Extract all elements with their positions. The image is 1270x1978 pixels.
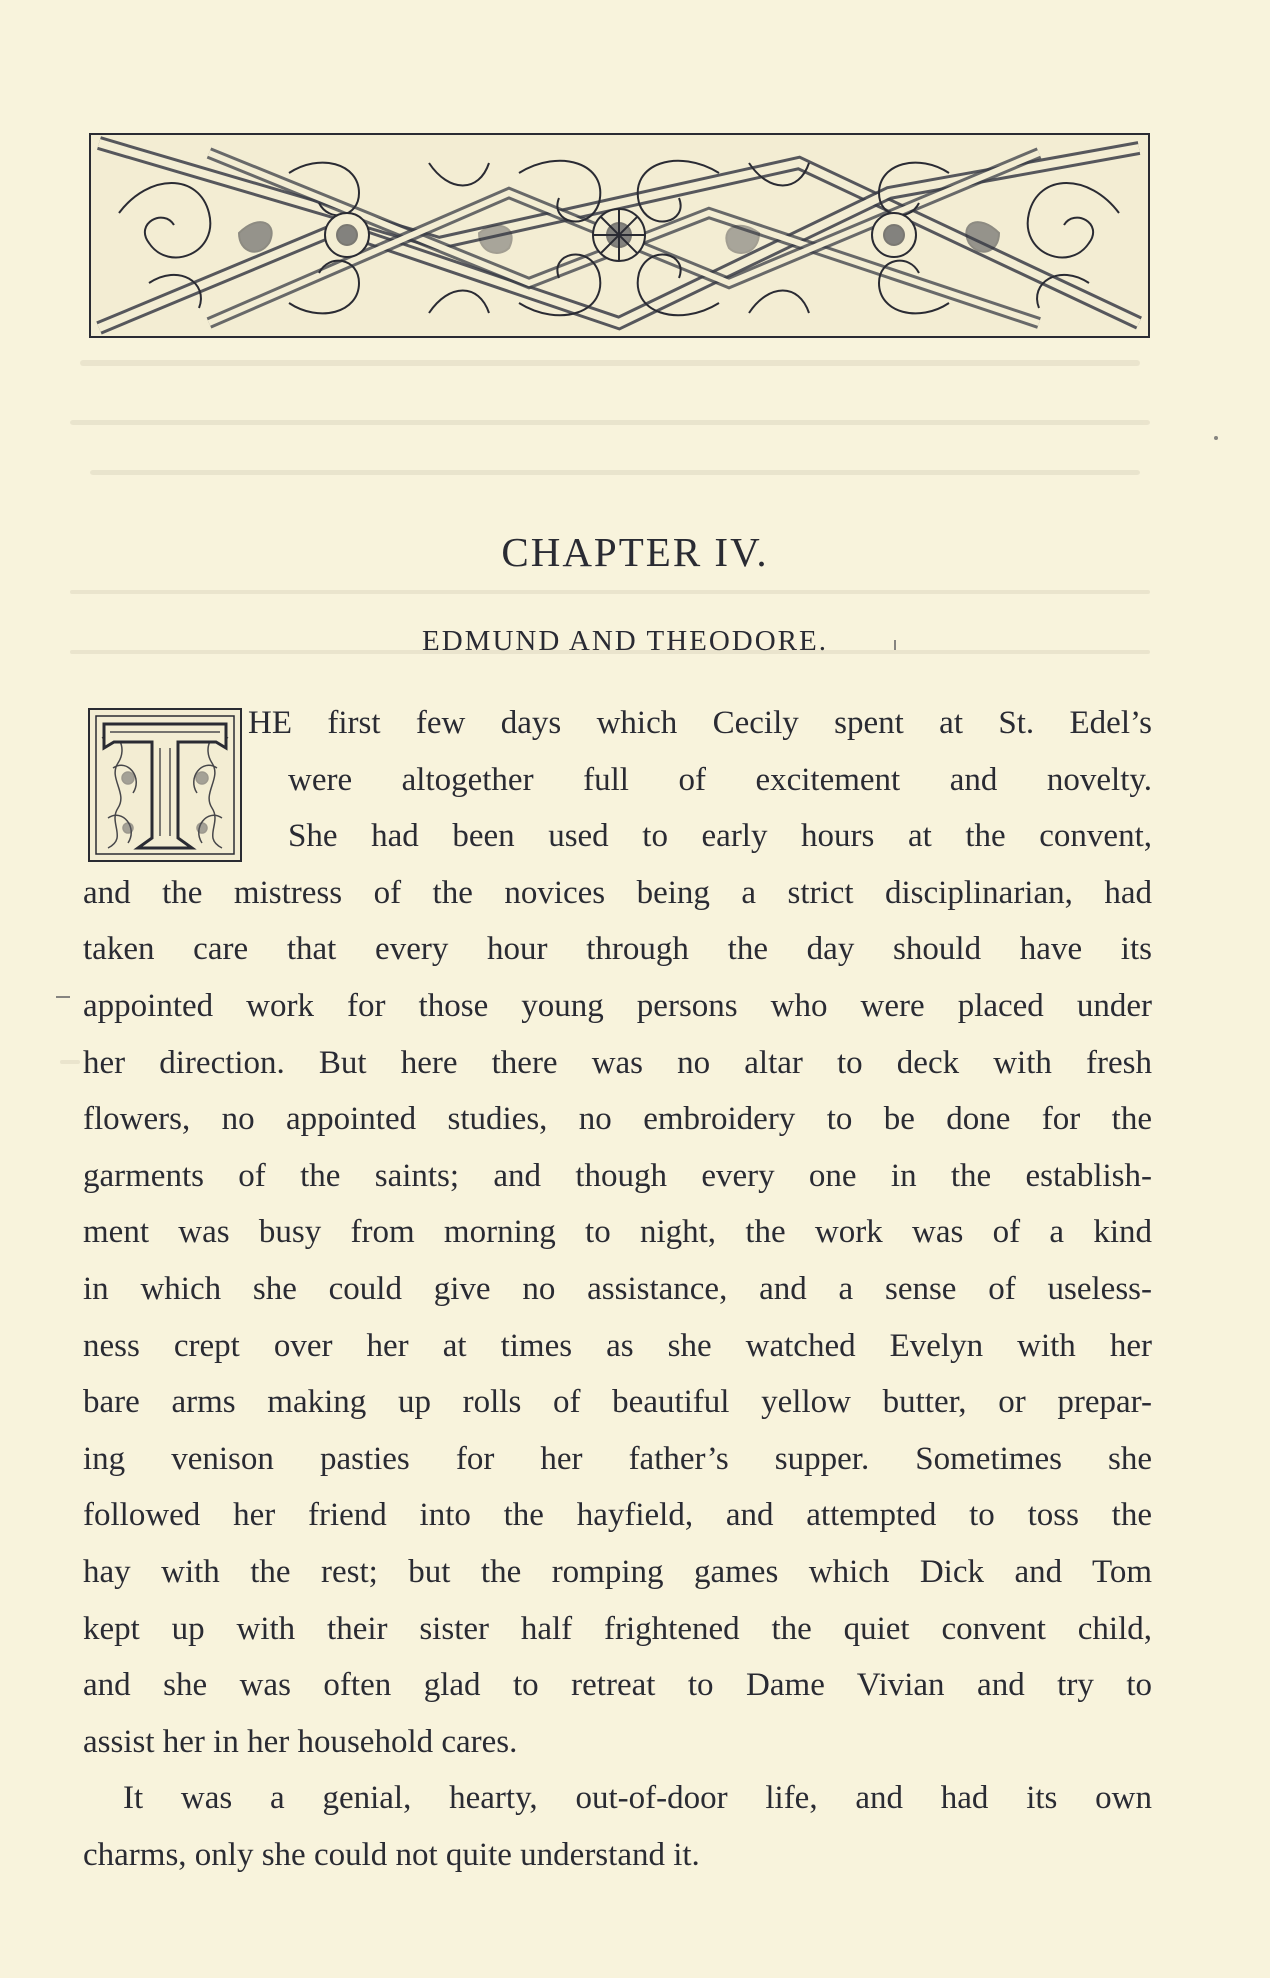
text-line: taken care that every hour through the day should have its	[83, 931, 1152, 968]
text-line: garments of the saints; and though every one in the establish-	[83, 1157, 1152, 1194]
text-line: and the mistress of the novices being a strict disciplinarian, had	[83, 874, 1152, 911]
text-line: kept up with their sister half frightened the quiet convent child,	[83, 1610, 1152, 1647]
paragraph-2	[83, 1770, 1152, 1883]
chapter-subtitle: EDMUND AND THEODORE.	[422, 625, 828, 657]
chapter-title: CHAPTER IV.	[501, 529, 769, 575]
text-line: and she was often glad to retreat to Dame Vivian and try to	[83, 1667, 1152, 1704]
text-line: her direction. But here there was no altar to deck with fresh	[83, 1044, 1152, 1081]
text-line: ment was busy from morning to night, the work was of a kind	[83, 1214, 1152, 1251]
text-line: ing venison pasties for her father’s supper. Sometimes she	[83, 1440, 1152, 1477]
text-line: assist her in her household cares.	[83, 1723, 518, 1760]
text-line: HE first few days which Cecily spent at St. Edel’s	[248, 705, 1152, 741]
text-line: bare arms making up rolls of beautiful yellow butter, or prepar-	[83, 1384, 1152, 1421]
text-line: appointed work for those young persons who were placed under	[83, 987, 1152, 1024]
ornamental-headpiece	[89, 133, 1150, 338]
text-line: She had been used to early hours at the convent,	[288, 818, 1152, 855]
paragraph-1	[83, 695, 1152, 1770]
body-text	[83, 695, 1152, 1883]
text-line: flowers, no appointed studies, no embroidery to be done for the	[83, 1101, 1152, 1138]
text-line: charms, only she could not quite understand it.	[83, 1836, 700, 1873]
text-line: followed her friend into the hayfield, and attempted to toss the	[83, 1497, 1152, 1534]
text-line: hay with the rest; but the romping games which Dick and Tom	[83, 1553, 1152, 1590]
text-line: in which she could give no assistance, and a sense of useless-	[83, 1270, 1152, 1307]
text-line: ness crept over her at times as she watched Evelyn with her	[83, 1327, 1152, 1364]
text-line: It was a genial, hearty, out-of-door life, and had its own	[123, 1780, 1152, 1817]
text-line: were altogether full of excitement and novelty.	[288, 761, 1152, 798]
